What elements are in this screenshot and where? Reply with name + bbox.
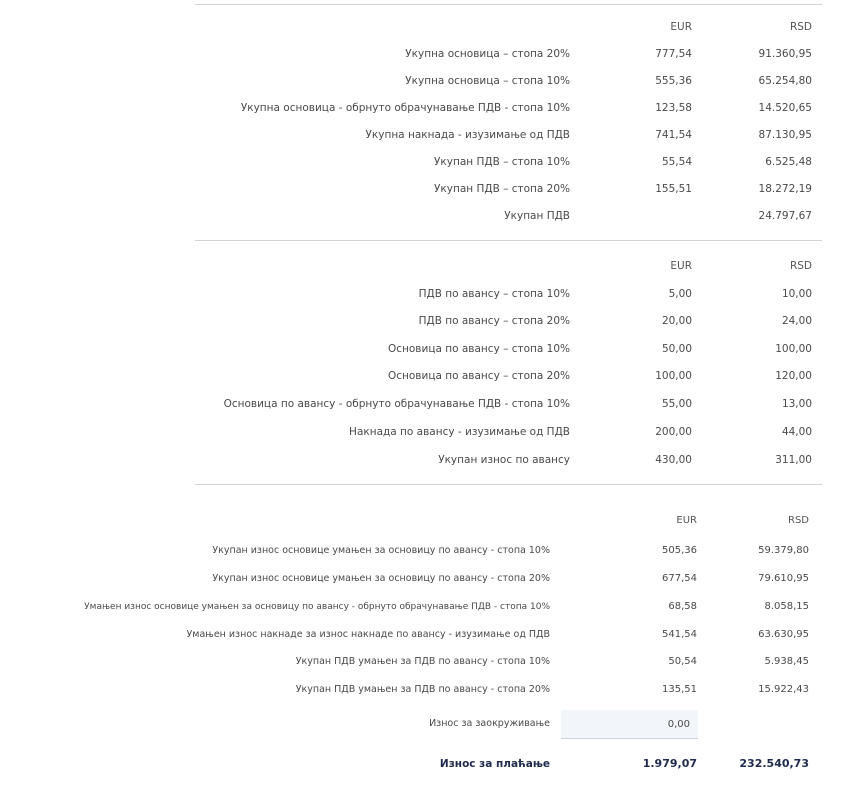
table-row [0,652,844,672]
table-row [0,284,844,304]
row-rsd: 59.379,80 [758,545,809,556]
row-rsd: 15.922,43 [758,684,809,695]
row-label: Основица по авансу – стопа 20% [387,370,570,382]
row-label: Укупан ПДВ – стопа 20% [434,183,570,195]
row-rsd: 8.058,15 [764,601,809,612]
row-label: Умањен износ накнаде за износ накнаде по авансу - изузимање од ПДВ [186,629,550,640]
table-row [0,422,844,442]
table-row [0,569,844,589]
row-rsd: 63.630,95 [758,629,809,640]
table-row [0,152,844,172]
row-label: Укупна основица – стопа 20% [405,48,570,60]
table-row [0,680,844,700]
table-row [0,311,844,331]
row-label: Умањен износ основице умањен за основицу по авансу - обрнуто обрачунавање ПДВ - стопа 10% [84,602,550,612]
row-rsd: 44,00 [781,426,812,438]
rounding-label: Износ за заокруживање [429,718,550,729]
row-label: Укупан ПДВ умањен за ПДВ по авансу - стопа 10% [295,656,550,667]
row-eur: 677,54 [662,573,697,584]
total-rsd: 232.540,73 [739,757,809,770]
row-eur: 50,00 [661,343,692,355]
table-row [0,44,844,64]
row-label: Укупан износ основице умањен за основицу по авансу - стопа 20% [212,573,550,584]
row-label: Укупан износ основице умањен за основицу по авансу - стопа 10% [212,545,550,556]
row-label: Укупан ПДВ [504,210,570,222]
row-eur: 777,54 [655,48,692,60]
row-eur: 541,54 [662,629,697,640]
section3-header-row [0,511,844,531]
row-rsd: 120,00 [775,370,812,382]
row-label: Укупна накнада - изузимање од ПДВ [365,129,570,141]
section1-header-row [0,17,844,37]
row-eur: 55,00 [661,398,692,410]
rounding-row [0,714,844,734]
table-row [0,597,844,617]
row-eur: 123,58 [655,102,692,114]
row-rsd: 6.525,48 [765,156,812,168]
row-eur: 135,51 [662,684,697,695]
row-rsd: 79.610,95 [758,573,809,584]
table-row [0,71,844,91]
row-label: ПДВ по авансу – стопа 20% [418,315,570,327]
row-rsd: 18.272,19 [758,183,812,195]
row-eur: 741,54 [655,129,692,141]
row-eur: 50,54 [668,656,697,667]
row-label: Укупан ПДВ умањен за ПДВ по авансу - стопа 20% [295,684,550,695]
row-rsd: 91.360,95 [758,48,812,60]
section3-header-rsd: RSD [788,515,809,526]
rounding-input[interactable] [561,710,698,739]
row-label: Укупан износ по авансу [438,454,570,466]
section1-header-eur: EUR [670,21,692,33]
row-rsd: 87.130,95 [758,129,812,141]
total-eur: 1.979,07 [642,757,697,770]
row-eur: 20,00 [661,315,692,327]
table-row [0,125,844,145]
row-eur: 200,00 [655,426,692,438]
row-rsd: 13,00 [781,398,812,410]
row-rsd: 65.254,80 [758,75,812,87]
row-eur: 155,51 [655,183,692,195]
row-label: Укупна основица – стопа 10% [405,75,570,87]
row-label: Основица по авансу - обрнуто обрачунавање ПДВ - стопа 10% [223,398,570,410]
rounding-value: 0,00 [667,719,690,730]
table-row [0,179,844,199]
row-eur: 505,36 [662,545,697,556]
row-eur: 68,58 [668,601,697,612]
table-row [0,541,844,561]
table-row [0,206,844,226]
row-label: Основица по авансу – стопа 10% [387,343,570,355]
row-eur: 100,00 [655,370,692,382]
section3-header-eur: EUR [676,515,697,526]
row-rsd: 14.520,65 [758,102,812,114]
total-row [0,754,844,774]
table-row [0,366,844,386]
row-label: Накнада по авансу - изузимање од ПДВ [349,426,570,438]
row-eur: 430,00 [655,454,692,466]
section1-header-rsd: RSD [789,21,812,33]
row-rsd: 5.938,45 [764,656,809,667]
row-rsd: 311,00 [775,454,812,466]
table-row [0,450,844,470]
section2-header-rsd: RSD [789,260,812,272]
row-eur: 5,00 [668,288,692,300]
row-rsd: 24,00 [781,315,812,327]
table-row [0,339,844,359]
section2-header-row [0,256,844,276]
row-rsd: 100,00 [775,343,812,355]
total-label: Износ за плаћање [439,758,550,770]
section1-top-divider [195,4,822,5]
section2-header-eur: EUR [670,260,692,272]
row-eur: 55,54 [661,156,692,168]
table-row [0,625,844,645]
row-rsd: 24.797,67 [758,210,812,222]
row-label: ПДВ по авансу – стопа 10% [418,288,570,300]
row-rsd: 10,00 [781,288,812,300]
row-eur: 555,36 [655,75,692,87]
row-label: Укупна основица - обрнуто обрачунавање ПДВ - стопа 10% [240,102,570,114]
row-label: Укупан ПДВ – стопа 10% [434,156,570,168]
table-row [0,394,844,414]
section3-top-divider [195,484,822,485]
section2-top-divider [195,240,822,241]
table-row [0,98,844,118]
